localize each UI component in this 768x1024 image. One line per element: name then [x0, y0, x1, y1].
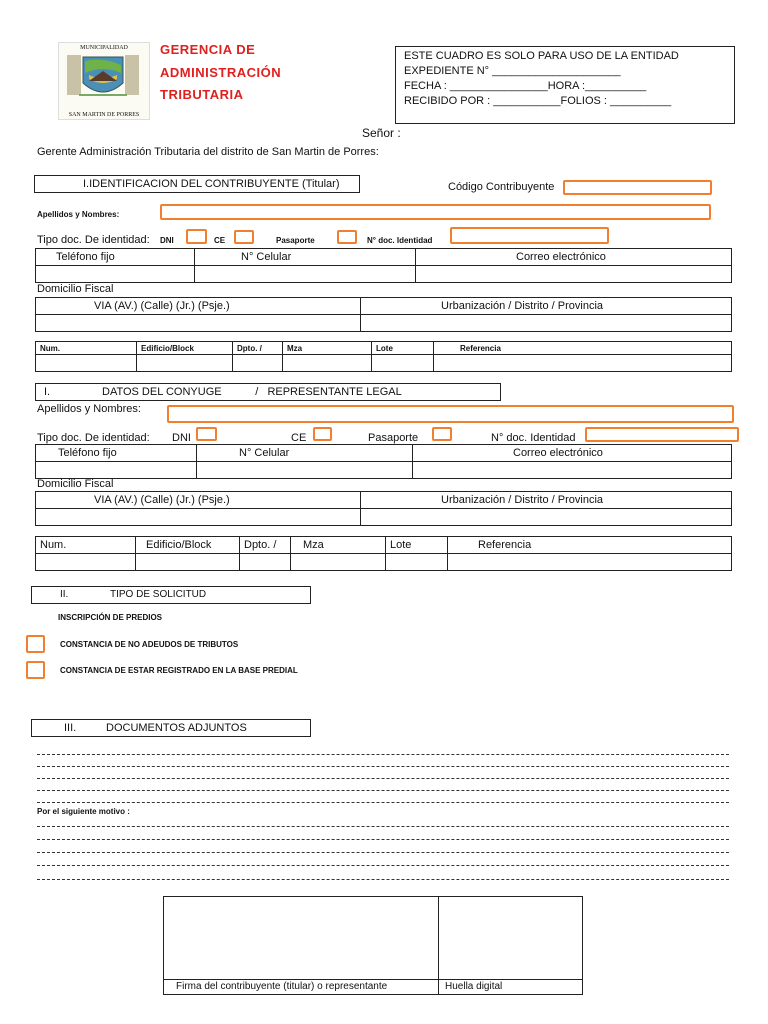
s2-lote-cell[interactable]	[386, 554, 448, 571]
documentos-line-2[interactable]	[37, 766, 729, 767]
s2-pasaporte-label: Pasaporte	[368, 432, 419, 444]
dpto-cell[interactable]	[233, 355, 283, 372]
motivo-label: Por el siguiente motivo :	[37, 807, 130, 816]
section-3-title	[31, 586, 311, 604]
s2-phone-celular-cell[interactable]	[197, 462, 413, 479]
s2-via-cell[interactable]	[36, 509, 361, 526]
apellidos-input[interactable]	[160, 204, 711, 220]
section-4-text: DOCUMENTOS ADJUNTOS	[106, 722, 247, 734]
domicilio-label: Domicilio Fiscal	[37, 283, 114, 295]
s2-phone-header-fijo: Teléfono fijo	[36, 445, 197, 462]
s2-mza-header: Mza	[291, 537, 386, 554]
pasaporte-label: Pasaporte	[276, 236, 315, 245]
referencia-cell[interactable]	[434, 355, 732, 372]
mza-cell[interactable]	[283, 355, 372, 372]
section-2-text: DATOS DEL CONYUGE / REPRESENTANTE LEGAL	[102, 386, 402, 398]
section-3-num: II.	[60, 589, 69, 600]
documentos-line-3[interactable]	[37, 778, 729, 779]
opt-registrado-label: CONSTANCIA DE ESTAR REGISTRADO EN LA BASE PREDIAL	[60, 666, 298, 675]
firma-area[interactable]	[164, 897, 439, 979]
s2-apellidos-label: Apellidos y Nombres:	[37, 403, 141, 415]
section-4-num: III.	[64, 722, 77, 734]
s2-phone-fijo-cell[interactable]	[36, 462, 197, 479]
lote-header: Lote	[372, 342, 434, 355]
s2-phone-header-celular: N° Celular	[197, 445, 413, 462]
ce-label: CE	[214, 236, 226, 245]
s2-edificio-header: Edificio/Block	[136, 537, 240, 554]
num-cell[interactable]	[36, 355, 137, 372]
addressee: Gerente Administración Tributaria del distrito de San Martin de Porres:	[37, 146, 379, 158]
s2-referencia-header: Referencia	[448, 537, 732, 554]
s2-domicilio-label: Domicilio Fiscal	[37, 478, 114, 490]
s2-apellidos-input[interactable]	[167, 405, 734, 423]
motivo-line-1[interactable]	[37, 826, 729, 827]
opt-inscripcion-label: INSCRIPCIÓN DE PREDIOS	[58, 613, 163, 622]
motivo-line-4[interactable]	[37, 865, 729, 866]
entity-box-line-1: ESTE CUADRO ES SOLO PARA USO DE LA ENTIDAD	[404, 50, 679, 62]
s2-tipo-doc-label: Tipo doc. De identidad:	[37, 432, 150, 444]
s2-lote-header: Lote	[386, 537, 448, 554]
dni-label: DNI	[160, 236, 174, 245]
lote-cell[interactable]	[372, 355, 434, 372]
s2-dpto-header: Dpto. /	[240, 537, 291, 554]
ce-checkbox[interactable]	[234, 230, 254, 244]
s2-via-header: VIA (AV.) (Calle) (Jr.) (Psje.)	[36, 492, 361, 509]
section-4-title	[31, 719, 311, 737]
via-cell[interactable]	[36, 315, 361, 332]
s2-referencia-cell[interactable]	[448, 554, 732, 571]
s2-num-header: Num.	[36, 537, 136, 554]
num-header: Num.	[36, 342, 137, 355]
s1-addr-table	[35, 341, 732, 372]
phone-header-correo: Correo electrónico	[416, 249, 732, 266]
edificio-cell[interactable]	[137, 355, 233, 372]
nro-doc-input[interactable]	[450, 227, 609, 244]
municipality-logo	[58, 42, 150, 120]
mza-header: Mza	[283, 342, 372, 355]
phone-header-celular: N° Celular	[195, 249, 416, 266]
email-cell[interactable]	[416, 266, 732, 283]
section-2-num: I.	[44, 386, 51, 398]
opt-no-adeudos-label: CONSTANCIA DE NO ADEUDOS DE TRIBUTOS	[60, 640, 239, 649]
codigo-contribuyente-input[interactable]	[563, 180, 712, 195]
logo-text-top: MUNICIPALIDAD	[80, 45, 128, 51]
entity-use-box	[395, 46, 735, 124]
dni-checkbox[interactable]	[186, 229, 207, 244]
s1-via-table	[35, 297, 732, 332]
documentos-line-5[interactable]	[37, 802, 729, 803]
s2-dni-label: DNI	[172, 432, 191, 444]
motivo-line-5[interactable]	[37, 879, 729, 880]
title-line-2: ADMINISTRACIÓN	[160, 65, 282, 80]
title-line-3: TRIBUTARIA	[160, 87, 244, 102]
codigo-contribuyente-label: Código Contribuyente	[448, 181, 555, 193]
s2-edificio-cell[interactable]	[136, 554, 240, 571]
dpto-header: Dpto. /	[233, 342, 283, 355]
motivo-line-2[interactable]	[37, 839, 729, 840]
motivo-line-3[interactable]	[37, 852, 729, 853]
recibido-folios-field[interactable]: RECIBIDO POR : ___________FOLIOS : __________	[404, 95, 672, 107]
s2-dni-checkbox[interactable]	[196, 427, 217, 441]
apellidos-label: Apellidos y Nombres:	[37, 210, 120, 219]
s2-mza-cell[interactable]	[291, 554, 386, 571]
s2-pasaporte-checkbox[interactable]	[432, 427, 452, 441]
phone-fijo-cell[interactable]	[36, 266, 195, 283]
signature-box	[163, 896, 583, 995]
section-3-text: TIPO DE SOLICITUD	[110, 589, 207, 600]
urbanizacion-cell[interactable]	[361, 315, 732, 332]
logo-text-bottom: SAN MARTIN DE PORRES	[68, 112, 140, 118]
tipo-doc-label: Tipo doc. De identidad:	[37, 234, 150, 246]
referencia-header: Referencia	[434, 342, 732, 355]
coat-of-arms-icon	[59, 51, 147, 107]
nro-doc-label: N° doc. Identidad	[367, 236, 433, 245]
documentos-line-1[interactable]	[37, 754, 729, 755]
s2-urbanizacion-cell[interactable]	[361, 509, 732, 526]
s2-nro-doc-input[interactable]	[585, 427, 739, 442]
s2-email-cell[interactable]	[413, 462, 732, 479]
s2-phone-table	[35, 444, 732, 479]
s2-urbanizacion-header: Urbanización / Distrito / Provincia	[361, 492, 732, 509]
pasaporte-checkbox[interactable]	[337, 230, 357, 244]
expediente-field[interactable]: EXPEDIENTE N° _____________________	[404, 65, 621, 77]
via-header: VIA (AV.) (Calle) (Jr.) (Psje.)	[36, 298, 361, 315]
urbanizacion-header: Urbanización / Distrito / Provincia	[361, 298, 732, 315]
edificio-header: Edificio/Block	[137, 342, 233, 355]
s1-phone-table	[35, 248, 732, 283]
phone-celular-cell[interactable]	[195, 266, 416, 283]
section-1-title: I.IDENTIFICACION DEL CONTRIBUYENTE (Titular)	[34, 175, 360, 193]
s2-addr-table	[35, 536, 732, 571]
opt-no-adeudos-checkbox[interactable]	[26, 635, 45, 653]
s2-dpto-cell[interactable]	[240, 554, 291, 571]
firma-label: Firma del contribuyente (titular) o representante	[176, 981, 388, 992]
s2-ce-label: CE	[291, 432, 307, 444]
fecha-hora-field[interactable]: FECHA : ________________HORA :__________	[404, 80, 647, 92]
s2-nro-doc-label: N° doc. Identidad	[491, 432, 576, 444]
opt-registrado-checkbox[interactable]	[26, 661, 45, 679]
documentos-line-4[interactable]	[37, 790, 729, 791]
huella-label: Huella digital	[445, 981, 503, 992]
greeting: Señor :	[362, 126, 401, 140]
section-2-title	[35, 383, 501, 401]
phone-header-fijo: Teléfono fijo	[36, 249, 195, 266]
s2-phone-header-correo: Correo electrónico	[413, 445, 732, 462]
title-line-1: GERENCIA DE	[160, 42, 256, 57]
s2-via-table	[35, 491, 732, 526]
s2-ce-checkbox[interactable]	[313, 427, 332, 441]
huella-area[interactable]	[438, 897, 582, 979]
s2-num-cell[interactable]	[36, 554, 136, 571]
